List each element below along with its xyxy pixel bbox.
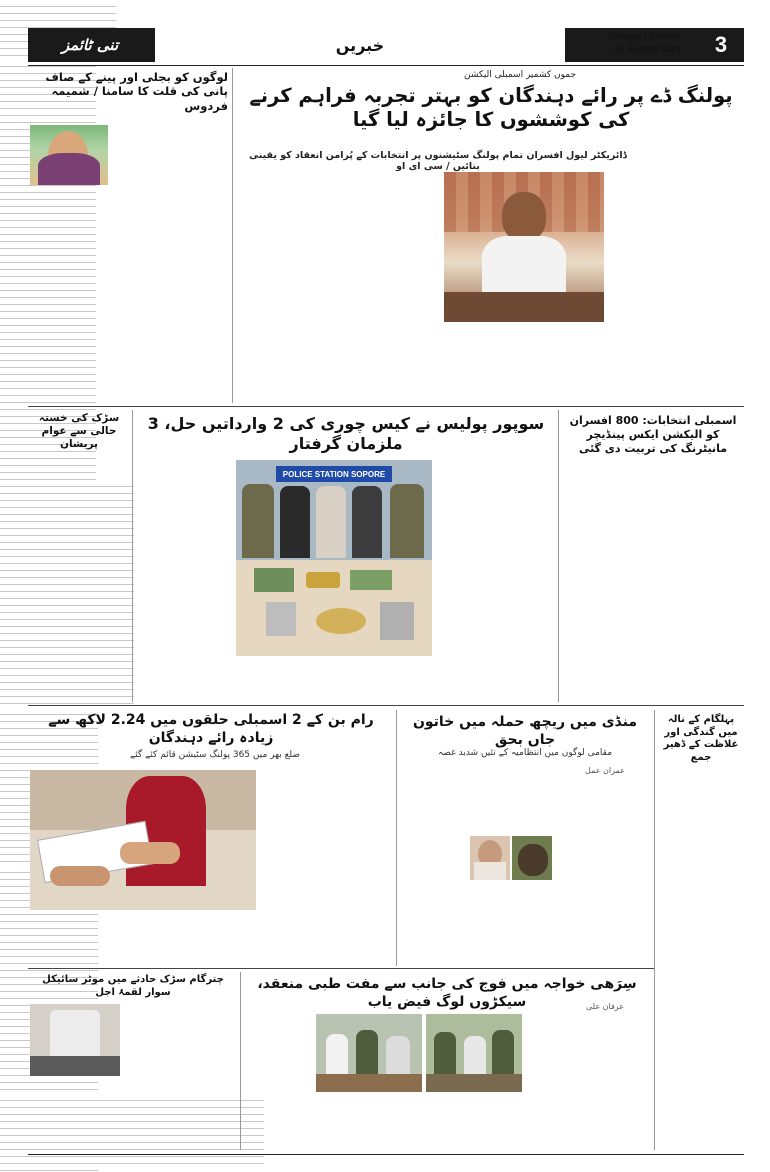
issue-date: 25 August 2024: [614, 44, 680, 54]
divider-row2: [28, 705, 744, 706]
sirhi-headline: سِرَھی خواجہ میں فوج کی جانب سے مفت طبی منعقد، سیکڑوں لوگ فیض یاب: [257, 976, 637, 1010]
ramban-photo: [30, 770, 256, 910]
mandi-byline: عمران عمل: [585, 766, 625, 775]
masthead-logo: [30, 30, 150, 60]
assembly-headline: اسمبلی انتخابات: 800 افسران کو الیکشن ایکس پینڈیچر مانیٹرنگ کی تربیت دی گئی: [569, 414, 737, 455]
lead-body-right: [0, 480, 134, 708]
sirhi-photo-2: [426, 1014, 522, 1092]
divider-left-top: [232, 68, 233, 403]
police-banner-text: POLICE STATION SOPORE: [282, 469, 386, 479]
masthead-rule: [28, 65, 744, 66]
chadoora-headline: چترگام سڑک حادثے میں موٹر سائیکل سوار لقمۂ اجل: [42, 974, 224, 998]
page-number: [698, 28, 744, 62]
bottom-rule: [28, 1154, 744, 1155]
pahalgam-headline: پہلگام کے نالہ میں گندگی اور غلاظت کے ڈھیر جمع: [663, 714, 739, 763]
section-label-box: [155, 28, 565, 62]
mandi-subhead: مقامی لوگوں میں انتظامیہ کے تئیں شدید غصہ: [437, 748, 613, 758]
police-banner: [276, 466, 392, 482]
divider-road: [132, 410, 133, 702]
lead-headline: پولنگ ڈے پر رائے دہندگان کو بہتر تجربہ فراہم کرنے کی کوششوں کا جائزہ لیا گیا: [249, 84, 733, 132]
sopore-photo: [236, 460, 432, 656]
divider-chadoora: [240, 972, 241, 1150]
mandi-photo-woman: [470, 836, 510, 880]
shamima-photo: [30, 125, 108, 185]
divider-mandi: [654, 710, 655, 1150]
mandi-headline: منڈی میں ریچھ حملہ میں خاتون جاں بحق: [412, 714, 638, 748]
logo-text: تنی ٹائمز: [61, 36, 119, 54]
lead-subhead: ڈائریکٹر لیول افسران تمام پولنگ سٹیشنوں پر انتخابات کے پُرامن انعقاد کو یقینی بنائیں / سی ای او: [249, 150, 627, 172]
city-day: Srinagar | Sunday: [608, 31, 680, 41]
sirhi-photo-1: [316, 1014, 422, 1092]
road-body: [0, 1164, 98, 1172]
divider-sopore: [558, 410, 559, 702]
divider-ramban: [396, 710, 397, 966]
page-number-text: 3: [714, 32, 728, 57]
section-label: خبریں: [335, 35, 385, 55]
chadoora-photo: [30, 1004, 120, 1076]
left-column-headline: لوگوں کو بجلی اور پینے کے صاف پانی کی قلت کا سامنا / شمیمہ فردوس: [45, 70, 228, 113]
divider-row3: [28, 968, 654, 969]
masthead-dateline: [570, 30, 680, 60]
lead-kicker: جموں کشمیر اسمبلی الیکشن: [463, 70, 577, 80]
divider-row1: [28, 406, 744, 407]
sopore-headline: سوپور پولیس نے کیس چوری کی 2 وارداتیں حل، 3 ملزمان گرفتار: [147, 414, 545, 453]
sirhi-byline: عرفان علی: [586, 1002, 624, 1011]
mandi-photo-bear: [512, 836, 552, 880]
road-headline: سڑک کی خستہ حالی سے عوام پریشان: [38, 412, 120, 451]
lead-photo: [444, 172, 604, 322]
ramban-subhead: ضلع بھر میں 365 پولنگ سٹیشن قائم کئے گئے: [129, 750, 301, 760]
ramban-headline: رام بن کے 2 اسمبلی حلقوں میں 2.24 لاکھ سے زیادہ رائے دہندگان: [48, 712, 374, 746]
